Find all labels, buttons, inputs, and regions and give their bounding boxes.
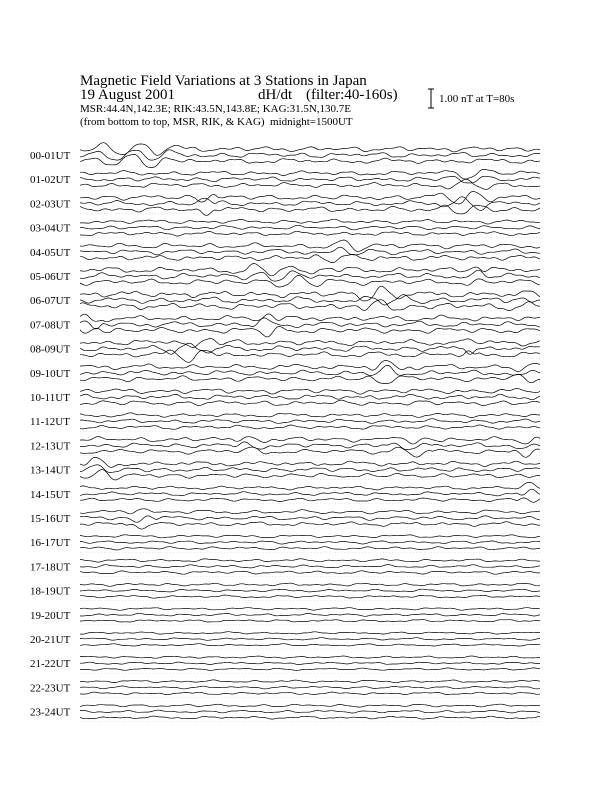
trace-KAG-20-21UT — [80, 644, 540, 646]
trace-RIK-12-13UT — [80, 442, 540, 450]
trace-RIK-13-14UT — [80, 465, 540, 473]
trace-MSR-11-12UT — [80, 413, 540, 418]
trace-RIK-16-17UT — [80, 541, 540, 544]
row-label-22-23UT: 22-23UT — [30, 682, 71, 695]
row-label-03-04UT: 03-04UT — [30, 222, 71, 235]
trace-KAG-14-15UT — [80, 498, 540, 502]
trace-KAG-17-18UT — [80, 571, 540, 574]
date-label: 19 August 2001 — [80, 87, 176, 103]
trace-RIK-18-19UT — [80, 589, 540, 592]
trace-KAG-22-23UT — [80, 692, 540, 695]
row-label-02-03UT: 02-03UT — [30, 198, 71, 211]
trace-KAG-06-07UT — [80, 300, 540, 311]
trace-RIK-15-16UT — [80, 516, 540, 522]
trace-KAG-23-24UT — [80, 716, 540, 719]
trace-MSR-08-09UT — [80, 339, 540, 348]
trace-RIK-10-11UT — [80, 394, 540, 400]
quantity-label: dH/dt — [258, 87, 293, 103]
trace-MSR-07-08UT — [80, 314, 540, 322]
order-note: (from bottom to top, MSR, RIK, & KAG) midnight=1500UT — [80, 116, 353, 128]
trace-RIK-08-09UT — [80, 343, 540, 354]
trace-KAG-07-08UT — [80, 327, 540, 337]
row-label-01-02UT: 01-02UT — [30, 174, 71, 187]
trace-RIK-23-24UT — [80, 710, 540, 713]
row-label-12-13UT: 12-13UT — [30, 440, 71, 453]
trace-KAG-05-06UT — [80, 275, 540, 287]
row-label-15-16UT: 15-16UT — [30, 513, 71, 525]
trace-KAG-19-20UT — [80, 620, 540, 622]
row-label-11-12UT: 11-12UT — [30, 416, 70, 429]
row-label-16-17UT: 16-17UT — [30, 537, 71, 550]
row-label-17-18UT: 17-18UT — [30, 561, 71, 574]
trace-RIK-14-15UT — [80, 489, 540, 496]
scale-bar — [428, 89, 434, 108]
row-label-05-06UT: 05-06UT — [30, 271, 71, 283]
row-label-10-11UT: 10-11UT — [30, 392, 70, 404]
trace-KAG-04-05UT — [80, 254, 540, 262]
trace-KAG-16-17UT — [80, 547, 540, 550]
row-label-23-24UT: 23-24UT — [30, 706, 71, 719]
row-label-19-20UT: 19-20UT — [30, 609, 71, 622]
trace-RIK-00-01UT — [80, 150, 540, 160]
trace-KAG-02-03UT — [80, 205, 540, 215]
trace-MSR-14-15UT — [80, 482, 540, 490]
filter-label: (filter:40-160s) — [306, 87, 398, 103]
row-label-09-10UT: 09-10UT — [30, 367, 71, 380]
trace-MSR-10-11UT — [80, 389, 540, 395]
trace-KAG-21-22UT — [80, 668, 540, 671]
trace-MSR-13-14UT — [80, 457, 540, 467]
trace-MSR-23-24UT — [80, 704, 540, 707]
row-label-14-15UT: 14-15UT — [30, 488, 71, 501]
trace-RIK-03-04UT — [80, 225, 540, 230]
stations-line: MSR:44.4N,142.3E; RIK:43.5N,143.8E; KAG:31.5N,130.7E — [80, 103, 352, 115]
trace-RIK-09-10UT — [80, 365, 540, 375]
row-label-07-08UT: 07-08UT — [30, 319, 71, 332]
trace-MSR-00-01UT — [80, 143, 540, 156]
trace-MSR-19-20UT — [80, 608, 540, 611]
trace-KAG-03-04UT — [80, 231, 540, 236]
row-label-20-21UT: 20-21UT — [30, 634, 71, 646]
trace-RIK-21-22UT — [80, 662, 540, 664]
trace-KAG-08-09UT — [80, 350, 540, 362]
scale-label: 1.00 nT at T=80s — [439, 93, 515, 105]
trace-KAG-09-10UT — [80, 374, 540, 383]
row-label-00-01UT: 00-01UT — [30, 150, 71, 162]
row-label-06-07UT: 06-07UT — [30, 295, 71, 308]
trace-MSR-12-13UT — [80, 437, 540, 444]
trace-MSR-21-22UT — [80, 656, 540, 658]
trace-KAG-10-11UT — [80, 400, 540, 406]
trace-RIK-04-05UT — [80, 247, 540, 255]
trace-MSR-22-23UT — [80, 680, 540, 683]
trace-RIK-17-18UT — [80, 565, 540, 568]
trace-MSR-01-02UT — [80, 169, 540, 179]
trace-MSR-18-19UT — [80, 583, 540, 586]
trace-MSR-04-05UT — [80, 240, 540, 251]
trace-MSR-16-17UT — [80, 535, 540, 538]
trace-KAG-01-02UT — [80, 179, 540, 189]
row-label-21-22UT: 21-22UT — [30, 658, 71, 671]
row-label-13-14UT: 13-14UT — [30, 464, 71, 477]
trace-MSR-15-16UT — [80, 509, 540, 514]
trace-KAG-12-13UT — [80, 447, 540, 457]
row-label-18-19UT: 18-19UT — [30, 585, 71, 598]
row-label-04-05UT: 04-05UT — [30, 246, 71, 259]
trace-RIK-06-07UT — [80, 295, 540, 305]
trace-MSR-09-10UT — [80, 361, 540, 372]
trace-MSR-03-04UT — [80, 219, 540, 224]
trace-MSR-05-06UT — [80, 264, 540, 276]
trace-RIK-11-12UT — [80, 419, 540, 424]
trace-MSR-17-18UT — [80, 559, 540, 562]
chart-title: Magnetic Field Variations at 3 Stations in Japan — [80, 73, 367, 89]
trace-KAG-18-19UT — [80, 595, 540, 598]
trace-RIK-19-20UT — [80, 613, 540, 616]
row-label-08-09UT: 08-09UT — [30, 343, 71, 356]
trace-RIK-22-23UT — [80, 686, 540, 689]
trace-RIK-20-21UT — [80, 638, 540, 641]
trace-MSR-20-21UT — [80, 632, 540, 634]
trace-KAG-11-12UT — [80, 425, 540, 429]
